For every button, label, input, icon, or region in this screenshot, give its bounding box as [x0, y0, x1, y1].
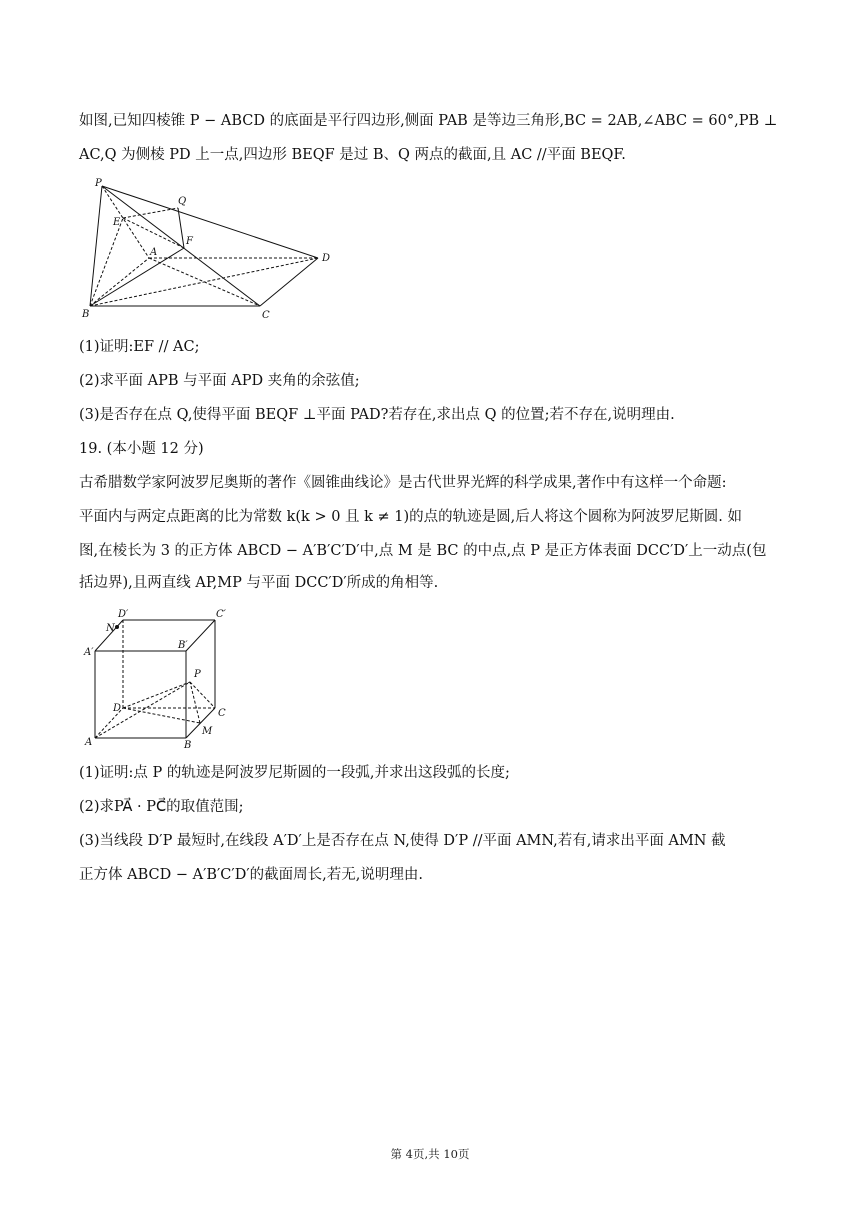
- q18-stem-line-2: AC,Q 为侧棱 PD 上一点,四边形 BEQF 是过 B、Q 两点的截面,且 AC //平面 BEQF.: [79, 147, 626, 163]
- q19-part-2: (2)求PA⃗ · PC⃗的取值范围;: [79, 799, 244, 815]
- label-E: E: [113, 217, 121, 228]
- edge-QF: [178, 208, 184, 248]
- label-B: B: [82, 309, 90, 320]
- edge-PA: [102, 186, 149, 258]
- label-B1: B′: [178, 640, 188, 651]
- edge-PB: [90, 186, 102, 306]
- label-D1: D′: [118, 609, 129, 620]
- label-A: A: [150, 247, 158, 258]
- label-C1: C′: [216, 609, 226, 620]
- q19-figure: [80, 605, 240, 751]
- label-M: M: [202, 726, 213, 737]
- label-A: A: [85, 737, 93, 748]
- q18-stem-line-1: 如图,已知四棱锥 P − ABCD 的底面是平行四边形,侧面 PAB 是等边三角形,BC = 2AB,∠ABC = 60°,PB ⊥: [79, 113, 778, 129]
- q18-figure: [78, 175, 348, 325]
- label-C: C: [218, 708, 226, 719]
- q18-part-2: (2)求平面 APB 与平面 APD 夹角的余弦值;: [79, 373, 360, 389]
- label-C: C: [262, 310, 270, 321]
- label-D: D: [322, 253, 331, 264]
- edge-PD: [102, 186, 318, 258]
- point-N: [115, 625, 119, 629]
- q19-stem-line-3: 图,在棱长为 3 的正方体 ABCD − A′B′C′D′中,点 M 是 BC 的中点,点 P 是正方体表面 DCC′D′上一动点(包: [79, 543, 767, 559]
- diag-BD: [90, 258, 318, 306]
- label-D: D: [113, 703, 122, 714]
- seg-AP: [95, 682, 190, 738]
- label-P: P: [95, 178, 102, 189]
- page-footer: 第 4页,共 10页: [390, 1147, 470, 1161]
- label-P: P: [194, 669, 201, 680]
- edge-B1C1: [186, 620, 215, 651]
- label-F: F: [186, 236, 193, 247]
- seg-DP: [123, 682, 190, 708]
- cube-diagram: [80, 605, 240, 751]
- edge-CD: [260, 258, 318, 306]
- q19-part-3-line-1: (3)当线段 D′P 最短时,在线段 A′D′上是否存在点 N,使得 D′P //平面 AMN,若有,请求出平面 AMN 截: [79, 833, 726, 849]
- label-A1: A′: [84, 647, 94, 658]
- seg-DM: [123, 708, 200, 723]
- seg-PC: [190, 682, 215, 708]
- q19-stem-line-2: 平面内与两定点距离的比为常数 k(k > 0 且 k ≠ 1)的点的轨迹是圆,后人将这个圆称为阿波罗尼斯圆. 如: [79, 509, 743, 525]
- q19-stem-line-1: 古希腊数学家阿波罗尼奥斯的著作《圆锥曲线论》是古代世界光辉的科学成果,著作中有这样一个命题:: [79, 475, 727, 491]
- q18-part-3: (3)是否存在点 Q,使得平面 BEQF ⊥平面 PAD?若存在,求出点 Q 的位置;若不存在,说明理由.: [79, 407, 675, 423]
- q19-part-3-line-2: 正方体 ABCD − A′B′C′D′的截面周长,若无,说明理由.: [79, 867, 423, 883]
- seg-MP: [190, 682, 200, 723]
- label-N: N: [106, 623, 115, 634]
- pyramid-diagram: [78, 175, 348, 325]
- label-Q: Q: [178, 196, 187, 207]
- q18-part-1: (1)证明:EF // AC;: [79, 339, 200, 355]
- label-B: B: [184, 740, 192, 751]
- q19-header: 19. (本小题 12 分): [79, 441, 204, 457]
- edge-FB: [90, 248, 184, 306]
- edge-EQ: [123, 208, 178, 218]
- q19-part-1: (1)证明:点 P 的轨迹是阿波罗尼斯圆的一段弧,并求出这段弧的长度;: [79, 765, 510, 781]
- q19-stem-line-4: 括边界),且两直线 AP,MP 与平面 DCC′D′所成的角相等.: [79, 575, 439, 591]
